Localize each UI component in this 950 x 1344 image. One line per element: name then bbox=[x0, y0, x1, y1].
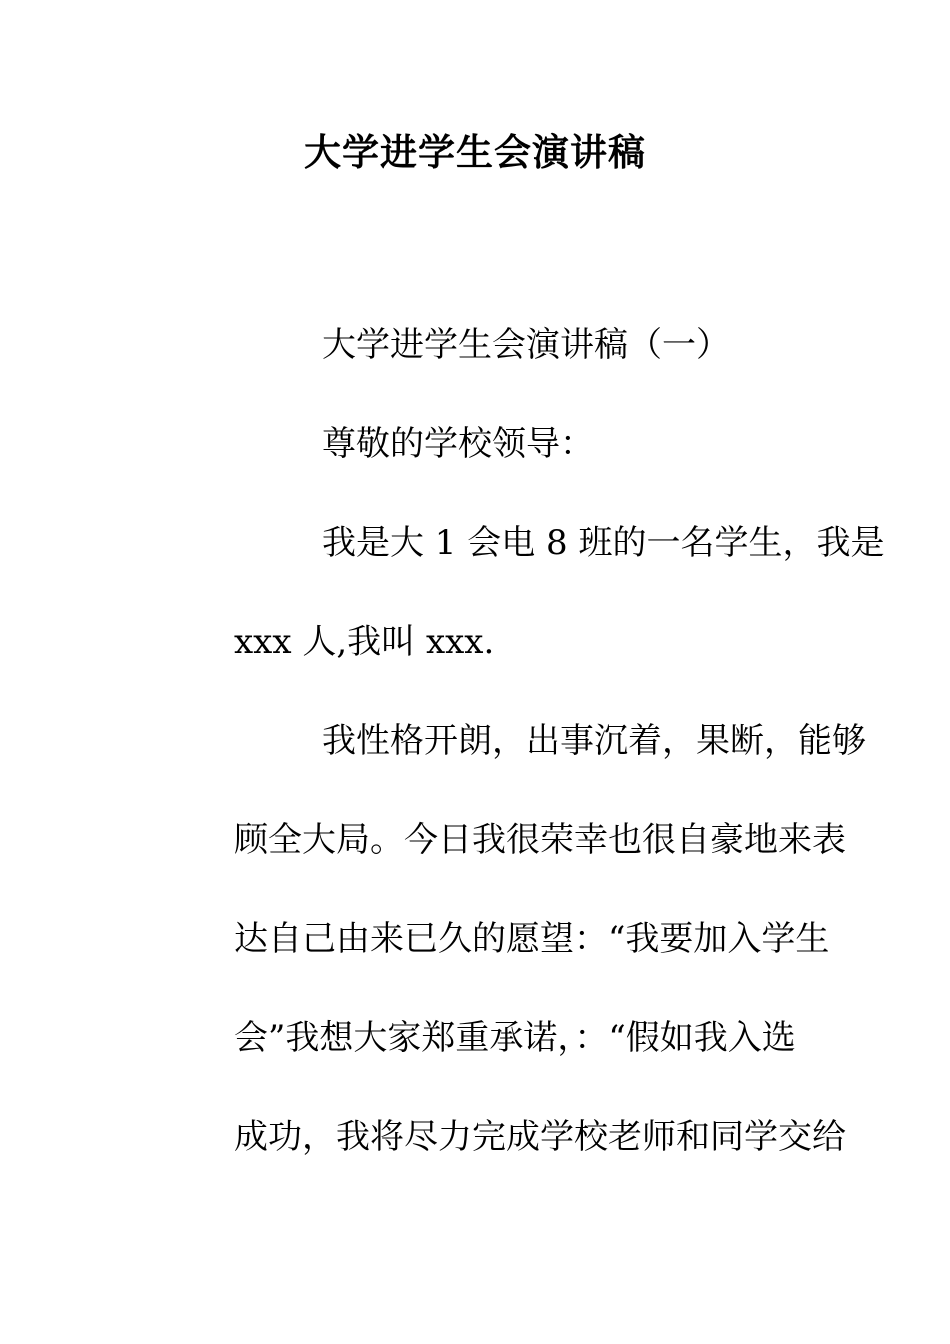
paragraph-salutation bbox=[146, 395, 806, 494]
text-line: 我性格开朗，出事沉着，果断，能够 bbox=[322, 721, 866, 761]
text-line: 会”我想大家郑重承诺，：“假如我入选 bbox=[234, 1018, 796, 1058]
paragraph-personality bbox=[146, 692, 866, 1187]
text-line: 大学进学生会演讲稿（一） bbox=[322, 325, 730, 365]
text-line: 达自己由来已久的愿望：“我要加入学生 bbox=[234, 919, 830, 959]
text-line: 成功，我将尽力完成学校老师和同学交给 bbox=[234, 1117, 846, 1157]
document-title: 大学进学生会演讲稿 bbox=[304, 131, 646, 174]
text-line: 我是大 1 会电 8 班的一名学生，我是 bbox=[322, 523, 885, 563]
text-line: xxx 人,我叫 xxx. bbox=[234, 622, 495, 662]
paragraph-introduction bbox=[146, 494, 885, 692]
text-line: 尊敬的学校领导： bbox=[322, 424, 594, 464]
text-line: 顾全大局。今日我很荣幸也很自豪地来表 bbox=[234, 820, 846, 860]
paragraph-heading bbox=[146, 296, 806, 395]
document-body bbox=[146, 296, 885, 1187]
